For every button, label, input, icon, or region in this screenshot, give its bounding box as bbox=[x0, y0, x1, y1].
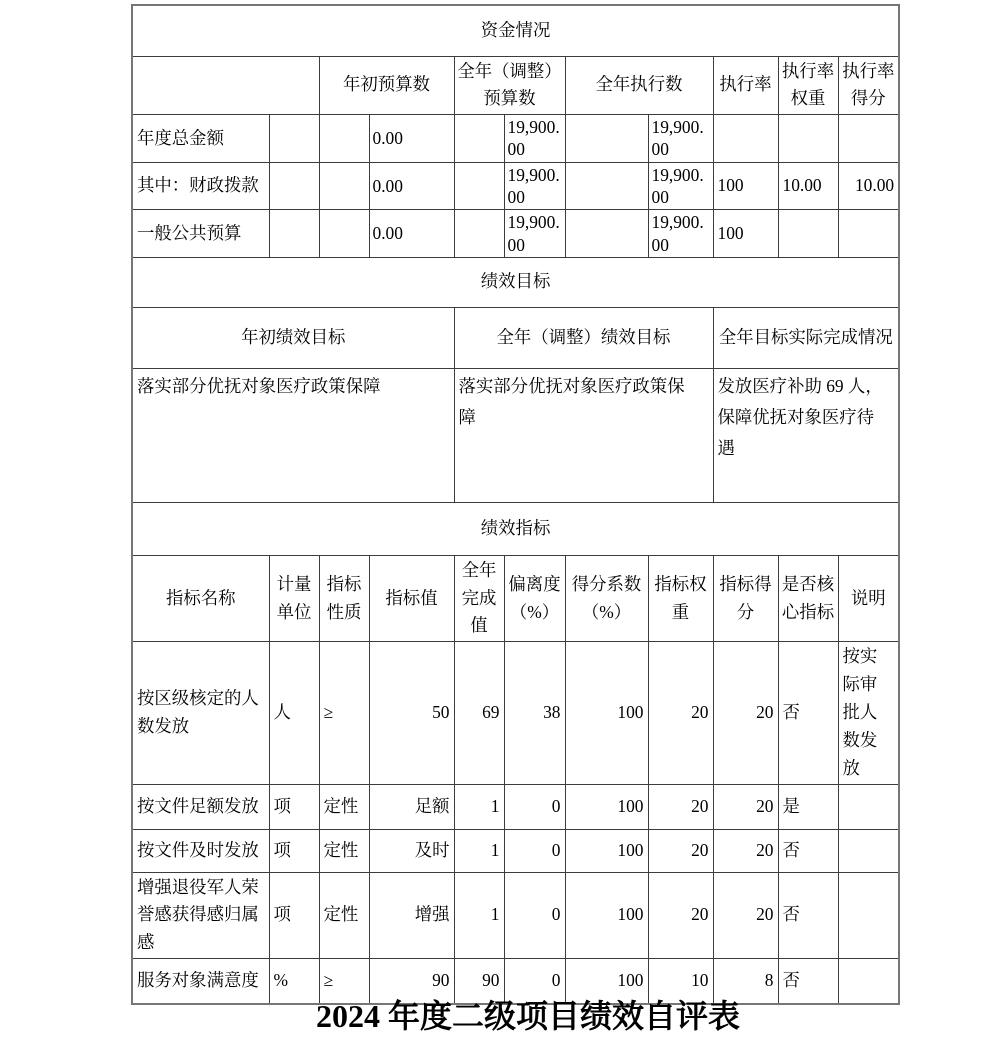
section-title-goals: 绩效目标 bbox=[132, 257, 899, 307]
funding-cell: 100 bbox=[713, 162, 778, 210]
funding-cell bbox=[269, 210, 319, 258]
indicator-cell: 20 bbox=[648, 829, 713, 872]
indicator-cell: 1 bbox=[454, 829, 504, 872]
document-title: 2024 年度二级项目绩效自评表 bbox=[315, 998, 741, 1034]
indicator-cell: % bbox=[269, 959, 319, 1004]
indicator-cell: 90 bbox=[454, 959, 504, 1004]
goal-cell: 落实部分优抚对象医疗政策保障 bbox=[132, 368, 454, 502]
indicator-cell: 定性 bbox=[319, 784, 369, 829]
indicator-cell: 100 bbox=[565, 829, 648, 872]
funding-cell: 19,900.00 bbox=[504, 210, 565, 258]
column-header: 全年（调整）绩效目标 bbox=[454, 307, 713, 368]
indicator-cell: 0 bbox=[504, 959, 565, 1004]
indicator-cell: ≥ bbox=[319, 642, 369, 784]
indicator-cell: 0 bbox=[504, 829, 565, 872]
indicator-cell: 20 bbox=[713, 642, 778, 784]
table-row bbox=[132, 162, 899, 210]
column-header: 指标性质 bbox=[319, 555, 369, 642]
indicator-cell: 及时 bbox=[369, 829, 454, 872]
indicator-cell: 按区级核定的人数发放 bbox=[132, 642, 269, 784]
indicator-cell: 增强 bbox=[369, 872, 454, 959]
indicator-cell: 项 bbox=[269, 872, 319, 959]
goal-cell: 发放医疗补助 69 人，保障优抚对象医疗待遇 bbox=[713, 368, 899, 502]
funding-cell bbox=[269, 162, 319, 210]
column-header: 年初绩效目标 bbox=[132, 307, 454, 368]
column-header: 计量单位 bbox=[269, 555, 319, 642]
funding-cell: 19,900.00 bbox=[504, 115, 565, 163]
table-row bbox=[132, 872, 899, 959]
funding-cell: 年度总金额 bbox=[132, 115, 269, 163]
funding-cell: 0.00 bbox=[369, 115, 454, 163]
funding-cell bbox=[319, 115, 369, 163]
funding-cell: 19,900.00 bbox=[648, 115, 713, 163]
column-header: 指标得分 bbox=[713, 555, 778, 642]
funding-cell bbox=[565, 162, 648, 210]
table-row bbox=[132, 829, 899, 872]
column-header bbox=[132, 56, 319, 115]
column-header: 得分系数（%） bbox=[565, 555, 648, 642]
self-evaluation-table bbox=[131, 4, 900, 1005]
indicator-cell: 定性 bbox=[319, 829, 369, 872]
indicator-cell: 20 bbox=[713, 784, 778, 829]
funding-cell: 10.00 bbox=[838, 162, 899, 210]
table-row bbox=[132, 56, 899, 115]
table-row bbox=[132, 368, 899, 502]
column-header: 执行率 bbox=[713, 56, 778, 115]
indicator-cell: 50 bbox=[369, 642, 454, 784]
indicator-cell: 10 bbox=[648, 959, 713, 1004]
indicator-cell: 100 bbox=[565, 872, 648, 959]
column-header: 全年执行数 bbox=[565, 56, 713, 115]
column-header: 说明 bbox=[838, 555, 899, 642]
table-row bbox=[132, 257, 899, 307]
funding-cell: 0.00 bbox=[369, 162, 454, 210]
indicator-cell: 20 bbox=[713, 829, 778, 872]
funding-cell: 19,900.00 bbox=[648, 162, 713, 210]
indicator-cell: 0 bbox=[504, 784, 565, 829]
indicator-cell: 是 bbox=[778, 784, 838, 829]
indicator-cell: 100 bbox=[565, 959, 648, 1004]
table-row bbox=[132, 5, 899, 56]
indicator-cell: 否 bbox=[778, 959, 838, 1004]
funding-cell bbox=[565, 210, 648, 258]
column-header: 年初预算数 bbox=[319, 56, 454, 115]
column-header: 偏离度（%） bbox=[504, 555, 565, 642]
section-title-funding: 资金情况 bbox=[132, 5, 899, 56]
funding-cell bbox=[454, 210, 504, 258]
funding-cell: 0.00 bbox=[369, 210, 454, 258]
indicator-cell: 20 bbox=[648, 872, 713, 959]
indicator-cell bbox=[838, 872, 899, 959]
funding-cell: 19,900.00 bbox=[648, 210, 713, 258]
table-row bbox=[132, 502, 899, 555]
section-title-indicators: 绩效指标 bbox=[132, 502, 899, 555]
indicator-cell: 否 bbox=[778, 829, 838, 872]
indicator-cell: 0 bbox=[504, 872, 565, 959]
indicator-cell: 8 bbox=[713, 959, 778, 1004]
funding-cell bbox=[454, 162, 504, 210]
indicator-cell: 20 bbox=[713, 872, 778, 959]
indicator-cell: 项 bbox=[269, 829, 319, 872]
indicator-cell bbox=[838, 959, 899, 1004]
indicator-cell: 按文件足额发放 bbox=[132, 784, 269, 829]
table-row bbox=[132, 555, 899, 642]
indicator-cell: 足额 bbox=[369, 784, 454, 829]
column-header: 执行率权重 bbox=[778, 56, 838, 115]
funding-cell bbox=[713, 115, 778, 163]
column-header: 指标名称 bbox=[132, 555, 269, 642]
indicator-cell: 定性 bbox=[319, 872, 369, 959]
indicator-cell: 69 bbox=[454, 642, 504, 784]
indicator-cell: 20 bbox=[648, 784, 713, 829]
table-row bbox=[132, 784, 899, 829]
indicator-cell: 20 bbox=[648, 642, 713, 784]
funding-cell bbox=[778, 210, 838, 258]
funding-cell bbox=[838, 115, 899, 163]
funding-cell: 其中：财政拨款 bbox=[132, 162, 269, 210]
goal-cell: 落实部分优抚对象医疗政策保障 bbox=[454, 368, 713, 502]
funding-cell: 100 bbox=[713, 210, 778, 258]
table-row bbox=[132, 210, 899, 258]
indicator-cell bbox=[838, 784, 899, 829]
indicator-cell: 100 bbox=[565, 784, 648, 829]
indicator-cell bbox=[838, 829, 899, 872]
funding-cell: 一般公共预算 bbox=[132, 210, 269, 258]
table-row bbox=[132, 642, 899, 784]
column-header: 全年目标实际完成情况 bbox=[713, 307, 899, 368]
funding-cell bbox=[269, 115, 319, 163]
funding-cell bbox=[778, 115, 838, 163]
column-header: 指标权重 bbox=[648, 555, 713, 642]
indicator-cell: 1 bbox=[454, 872, 504, 959]
indicator-cell: 100 bbox=[565, 642, 648, 784]
indicator-cell: 项 bbox=[269, 784, 319, 829]
column-header: 全年（调整）预算数 bbox=[454, 56, 565, 115]
indicator-cell: ≥ bbox=[319, 959, 369, 1004]
column-header: 全年完成值 bbox=[454, 555, 504, 642]
funding-cell: 10.00 bbox=[778, 162, 838, 210]
indicator-cell: 90 bbox=[369, 959, 454, 1004]
indicator-cell: 增强退役军人荣誉感获得感归属感 bbox=[132, 872, 269, 959]
indicator-cell: 人 bbox=[269, 642, 319, 784]
table-row bbox=[132, 307, 899, 368]
column-header: 是否核心指标 bbox=[778, 555, 838, 642]
column-header: 指标值 bbox=[369, 555, 454, 642]
indicator-cell: 否 bbox=[778, 872, 838, 959]
column-header: 执行率得分 bbox=[838, 56, 899, 115]
indicator-cell: 否 bbox=[778, 642, 838, 784]
funding-cell bbox=[319, 210, 369, 258]
funding-cell bbox=[319, 162, 369, 210]
funding-cell bbox=[454, 115, 504, 163]
indicator-cell: 按文件及时发放 bbox=[132, 829, 269, 872]
indicator-cell: 服务对象满意度 bbox=[132, 959, 269, 1004]
funding-cell bbox=[838, 210, 899, 258]
indicator-cell: 38 bbox=[504, 642, 565, 784]
indicator-cell: 按实际审批人数发放 bbox=[838, 642, 899, 784]
funding-cell bbox=[565, 115, 648, 163]
table-row bbox=[132, 115, 899, 163]
indicator-cell: 1 bbox=[454, 784, 504, 829]
funding-cell: 19,900.00 bbox=[504, 162, 565, 210]
